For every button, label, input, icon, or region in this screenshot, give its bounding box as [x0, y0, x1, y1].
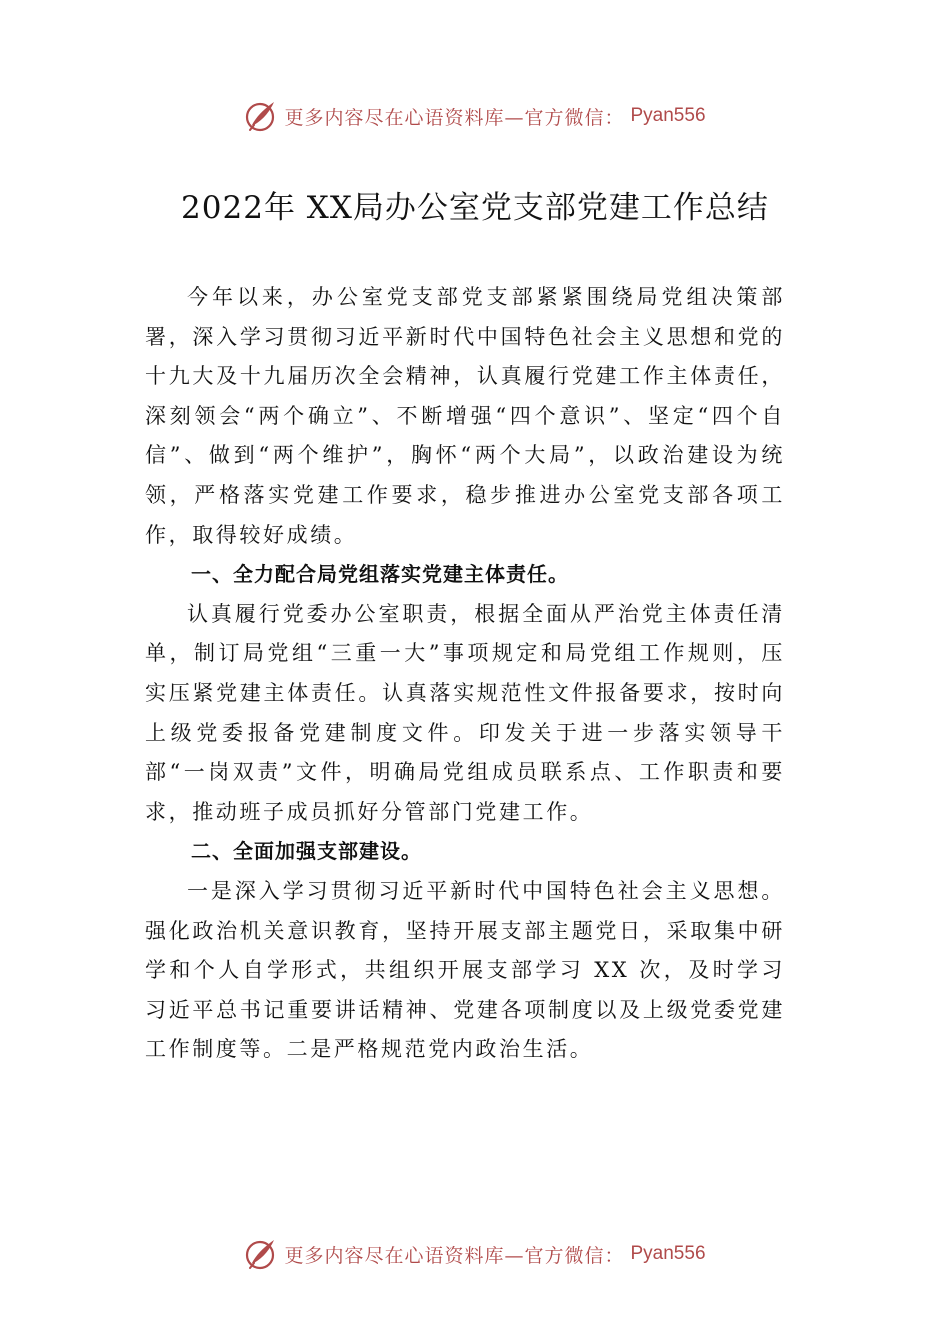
watermark-inner [244, 99, 705, 133]
watermark-header [0, 96, 950, 136]
section-1-paragraph: 认真履行党委办公室职责，根据全面从严治党主体责任清单，制订局党组“三重一大”事项规定和局党组工作规则，压实压紧党建主体责任。认真落实规范性文件报备要求，按时向上级党委报备党建制度文件。印发关于进一步落实领导干部“一岗双责”文件，明确局党组成员联系点、工作职责和要求，推动班子成员抓好分管部门党建工作。 [145, 601, 785, 824]
watermark-text: 更多内容尽在心语资料库—官方微信： [284, 106, 625, 129]
watermark-id: Pyan556 [630, 105, 706, 126]
section-heading-2: 二、全面加强支部建设。 [191, 839, 422, 864]
watermark-inner [244, 1237, 705, 1271]
intro-paragraph: 今年以来，办公室党支部党支部紧紧围绕局党组决策部署，深入学习贯彻习近平新时代中国特色社会主义思想和党的十九大及十九届历次全会精神，认真履行党建工作主体责任，深刻领会“两个确立”、不断增强“四个意识”、坚定“四个自信”、做到“两个维护”，胸怀“两个大局”，以政治建设为统领，严格落实党建工作要求，稳步推进办公室党支部各项工作，取得较好成绩。 [145, 285, 785, 547]
section-2-paragraph: 一是深入学习贯彻习近平新时代中国特色社会主义思想。强化政治机关意识教育，坚持开展支部主题党日，采取集中研学和个人自学形式，共组织开展支部学习 XX 次，及时学习习近平总书记重要讲话精神、党建各项制度以及上级党委党建工作制度等。二是严格规范党内政治生活。 [145, 878, 785, 1062]
document-title: 2022年 XX局办公室党支部党建工作总结 [181, 190, 769, 226]
quill-pen-seal-icon [244, 1237, 278, 1271]
quill-pen-seal-icon [244, 99, 278, 133]
document-body [145, 278, 785, 1070]
watermark-footer [0, 1234, 950, 1274]
watermark-text: 更多内容尽在心语资料库—官方微信： [284, 1244, 625, 1267]
watermark-id: Pyan556 [630, 1243, 706, 1264]
section-heading-1: 一、全力配合局党组落实党建主体责任。 [191, 562, 569, 587]
